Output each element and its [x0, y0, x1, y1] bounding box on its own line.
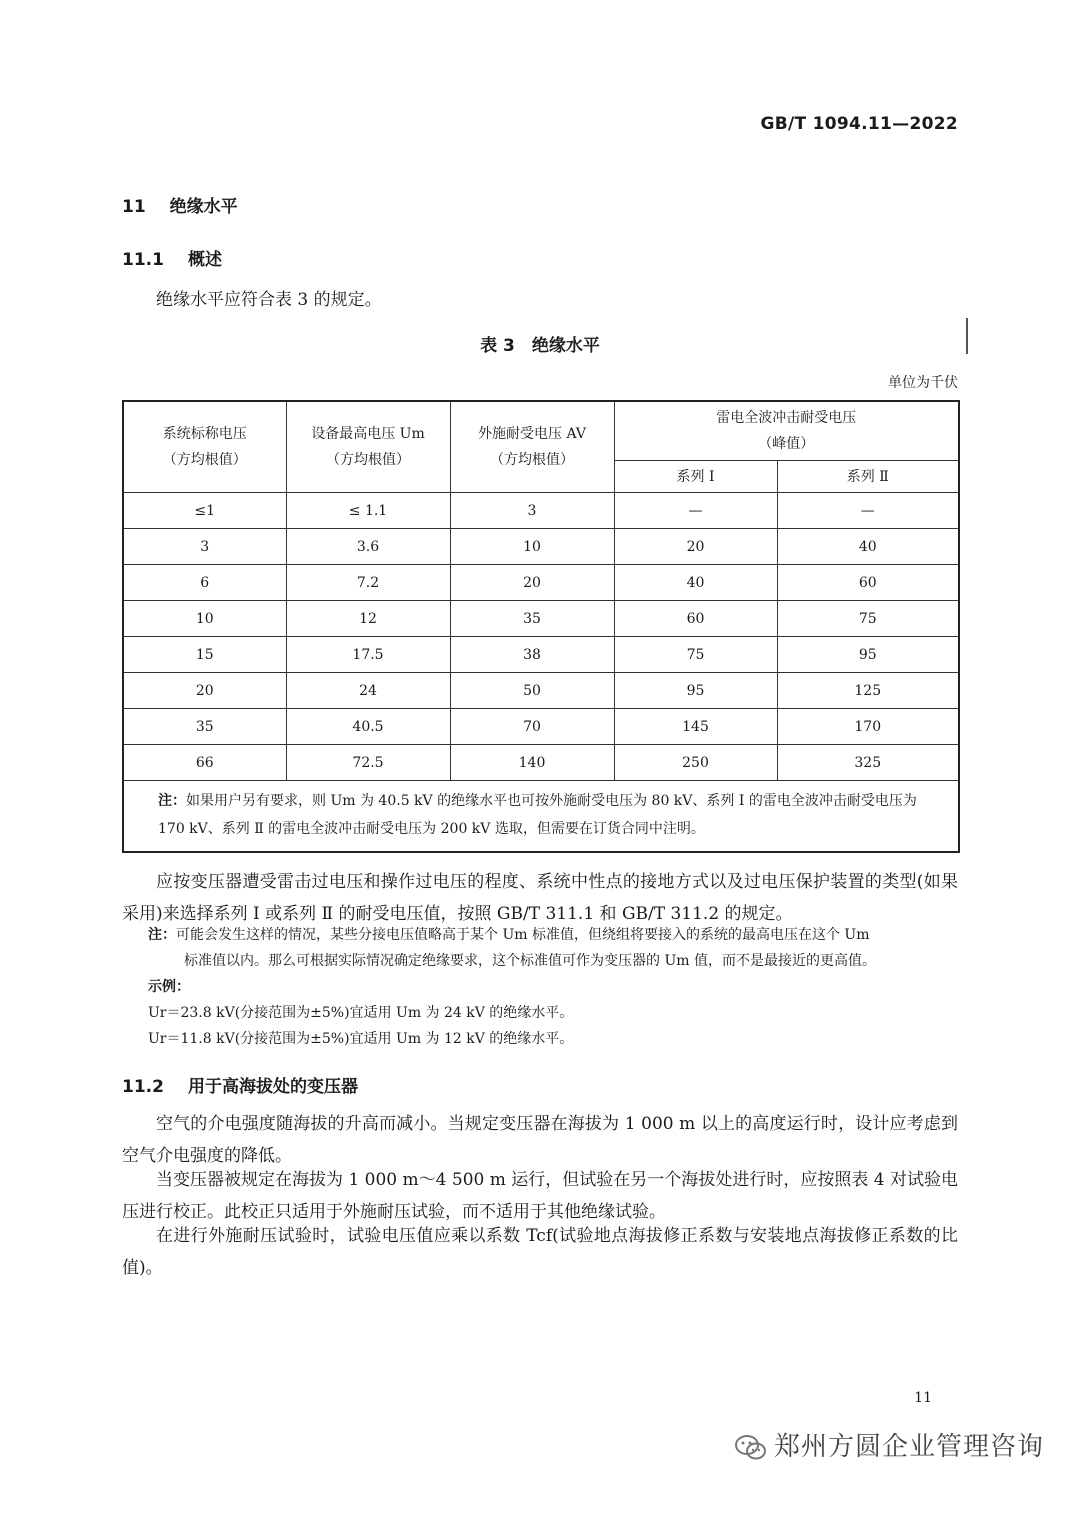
wechat-icon	[734, 1433, 768, 1463]
note-label: 注：	[148, 927, 176, 943]
altitude-paragraph-3: 在进行外施耐压试验时，试验电压值应乘以系数 Tcf(试验地点海拔修正系数与安装地点海拔修正系数的比值)。	[122, 1226, 958, 1278]
table-row: 6 7.2 20 40 60	[123, 565, 959, 601]
section-11-2-heading	[122, 1072, 358, 1097]
example-label: 示例：	[148, 979, 190, 995]
wechat-watermark	[734, 1426, 1044, 1463]
header-series-1: 系列 Ⅰ	[614, 461, 777, 493]
table-unit: 单位为千伏	[888, 375, 958, 391]
table-row: 3 3.6 10 20 40	[123, 529, 959, 565]
watermark-text: 郑州方圆企业管理咨询	[773, 1432, 1044, 1462]
altitude-paragraph-2: 当变压器被规定在海拔为 1 000 m～4 500 m 运行，但试验在另一个海拔处进行时，应按照表 4 对试验电压进行校正。此校正只适用于外施耐压试验，而不适用于其他绝缘试验。	[122, 1170, 958, 1222]
section-number: 11	[122, 197, 146, 217]
section-number: 11.2	[122, 1077, 164, 1097]
table-note	[123, 781, 959, 853]
header-lightning-impulse: 雷电全波冲击耐受电压 （峰值）	[614, 401, 959, 461]
insulation-level-table	[122, 400, 960, 853]
note-text: 如果用户另有要求，则 Um 为 40.5 kV 的绝缘水平也可按外施耐受电压为 80 kV、系列 Ⅰ 的雷电全波冲击耐受电压为 170 kV、系列 Ⅱ 的雷电全波冲击耐受电压为 200 kV 选取，但需要在订货合同中注明。	[158, 793, 917, 837]
table-row: ≤1 ≤ 1.1 3 — —	[123, 493, 959, 529]
header-max-voltage: 设备最高电压 Um （方均根值）	[286, 401, 450, 493]
section-number: 11.1	[122, 250, 164, 270]
table-row: 15 17.5 38 75 95	[123, 637, 959, 673]
section-11-heading	[122, 192, 238, 217]
table-row: 10 12 35 60 75	[123, 601, 959, 637]
header-nominal-voltage: 系统标称电压 （方均根值）	[123, 401, 286, 493]
section-title: 用于高海拔处的变压器	[187, 1077, 358, 1097]
margin-bar	[966, 318, 968, 354]
section-11-1-heading	[122, 245, 222, 270]
table-title: 表 3 绝缘水平	[480, 336, 600, 356]
altitude-paragraph-1: 空气的介电强度随海拔的升高而减小。当规定变压器在海拔为 1 000 m 以上的高度运行时，设计应考虑到空气介电强度的降低。	[122, 1114, 958, 1166]
note-line: 可能会发生这样的情况，某些分接电压值略高于某个 Um 标准值，但绕组将要接入的系统的最高电压在这个 Um	[176, 927, 870, 943]
header-series-2: 系列 Ⅱ	[777, 461, 959, 493]
example-line: Ur＝23.8 kV(分接范围为±5%)宜适用 Um 为 24 kV 的绝缘水平。	[148, 1005, 574, 1021]
page-number: 11	[914, 1390, 932, 1406]
table-row: 35 40.5 70 145 170	[123, 709, 959, 745]
intro-paragraph: 绝缘水平应符合表 3 的规定。	[156, 290, 382, 310]
note-block	[148, 922, 958, 1052]
table-row: 20 24 50 95 125	[123, 673, 959, 709]
note-line: 标准值以内。那么可根据实际情况确定绝缘要求，这个标准值可作为变压器的 Um 值，而不是最接近的更高值。	[184, 953, 876, 969]
section-title: 概述	[187, 250, 222, 270]
example-line: Ur＝11.8 kV(分接范围为±5%)宜适用 Um 为 12 kV 的绝缘水平。	[148, 1031, 574, 1047]
header-applied-withstand: 外施耐受电压 AV （方均根值）	[450, 401, 614, 493]
note-label: 注：	[158, 793, 186, 809]
series-selection-paragraph: 应按变压器遭受雷击过电压和操作过电压的程度、系统中性点的接地方式以及过电压保护装置的类型(如果采用)来选择系列 Ⅰ 或系列 Ⅱ 的耐受电压值，按照 GB/T 311.1 和 GB/T 311.2 的规定。	[122, 872, 958, 924]
section-title: 绝缘水平	[169, 197, 238, 217]
table-row: 66 72.5 140 250 325	[123, 745, 959, 781]
standard-code: GB/T 1094.11—2022	[760, 114, 958, 134]
